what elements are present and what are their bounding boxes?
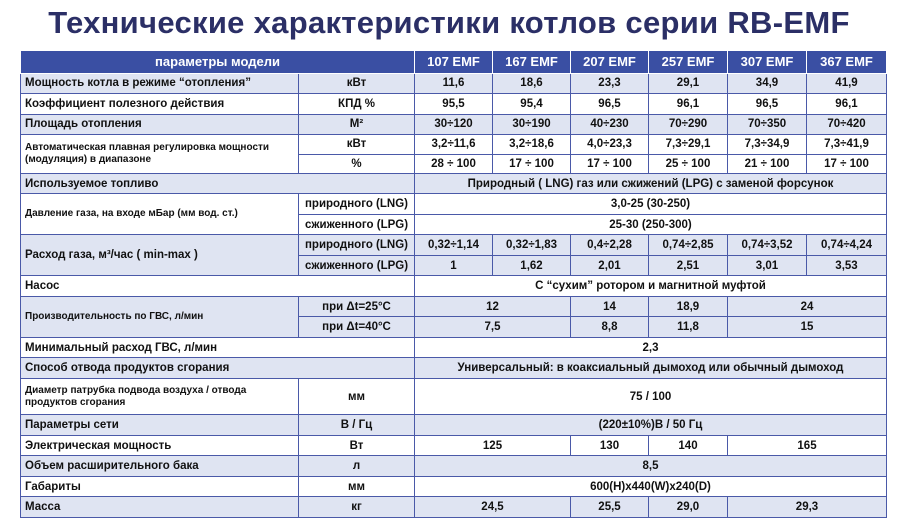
header-param: параметры модели [21, 51, 415, 74]
cell-value: 29,3 [728, 497, 887, 518]
cell-value: 3,2÷11,6 [415, 135, 493, 154]
row-label: Способ отвода продуктов сгорания [21, 358, 415, 378]
cell-value: 18,6 [493, 73, 571, 93]
row-subunit: сжиженного (LPG) [299, 255, 415, 275]
row-unit: % [299, 154, 415, 173]
cell-value: 130 [571, 435, 649, 455]
cell-value: 7,5 [415, 317, 571, 337]
cell-value: 0,4÷2,28 [571, 235, 649, 255]
row-label: Коэффициент полезного действия [21, 94, 299, 114]
header-model: 207 EMF [571, 51, 649, 74]
row-label: Электрическая мощность [21, 435, 299, 455]
row-unit: мм [299, 476, 415, 496]
table-row [21, 173, 887, 193]
row-unit: КПД % [299, 94, 415, 114]
spec-table [20, 50, 887, 518]
cell-value: 1 [415, 255, 493, 275]
table-row [21, 358, 887, 378]
cell-value: 25 ÷ 100 [649, 154, 728, 173]
table-row [21, 337, 887, 357]
header-model: 107 EMF [415, 51, 493, 74]
cell-value: 11,8 [649, 317, 728, 337]
cell-value: 17 ÷ 100 [493, 154, 571, 173]
cell-value: 95,4 [493, 94, 571, 114]
table-row [21, 94, 887, 114]
cell-value: 8,8 [571, 317, 649, 337]
cell-value: 96,5 [571, 94, 649, 114]
cell-value: 96,5 [728, 94, 807, 114]
row-label: Минимальный расход ГВС, л/мин [21, 337, 415, 357]
cell-value: 7,3÷34,9 [728, 135, 807, 154]
cell-value: 600(Н)х440(W)х240(D) [415, 476, 887, 496]
cell-value: 75 / 100 [415, 378, 887, 415]
cell-value: Природный ( LNG) газ или сжижений (LPG) с заменой форсунок [415, 173, 887, 193]
row-label: Расход газа, м³/час ( min-max ) [21, 235, 299, 276]
header-model: 307 EMF [728, 51, 807, 74]
row-subunit: природного (LNG) [299, 194, 415, 214]
cell-value: 41,9 [807, 73, 887, 93]
cell-value: 0,32÷1,83 [493, 235, 571, 255]
row-label: Мощность котла в режиме “отопления” [21, 73, 299, 93]
cell-value: 24 [728, 296, 887, 316]
cell-value: С “сухим” ротором и магнитной муфтой [415, 276, 887, 296]
row-label: Автоматическая плавная регулировка мощности (модуляция) в диапазоне [21, 135, 299, 174]
cell-value: 70÷290 [649, 114, 728, 134]
row-label: Объем расширительного бака [21, 456, 299, 476]
cell-value: 3,01 [728, 255, 807, 275]
cell-value: 0,74÷2,85 [649, 235, 728, 255]
cell-value: 14 [571, 296, 649, 316]
cell-value: 95,5 [415, 94, 493, 114]
cell-value: 125 [415, 435, 571, 455]
table-row [21, 235, 887, 255]
header-model: 167 EMF [493, 51, 571, 74]
cell-value: 23,3 [571, 73, 649, 93]
cell-value: 165 [728, 435, 887, 455]
row-unit: кВт [299, 73, 415, 93]
cell-value: 29,0 [649, 497, 728, 518]
cell-value: (220±10%)В / 50 Гц [415, 415, 887, 435]
header-model: 367 EMF [807, 51, 887, 74]
row-subunit: природного (LNG) [299, 235, 415, 255]
cell-value: 3,53 [807, 255, 887, 275]
table-row [21, 73, 887, 93]
table-row [21, 456, 887, 476]
table-row [21, 476, 887, 496]
table-row [21, 497, 887, 518]
table-header-row [21, 51, 887, 74]
cell-value: 25-30 (250-300) [415, 214, 887, 234]
cell-value: 12 [415, 296, 571, 316]
row-label: Производительность по ГВС, л/мин [21, 296, 299, 337]
header-model: 257 EMF [649, 51, 728, 74]
cell-value: 25,5 [571, 497, 649, 518]
row-label: Масса [21, 497, 299, 518]
table-row [21, 194, 887, 214]
row-label: Площадь отопления [21, 114, 299, 134]
cell-value: 28 ÷ 100 [415, 154, 493, 173]
cell-value: 7,3÷29,1 [649, 135, 728, 154]
cell-value: 17 ÷ 100 [571, 154, 649, 173]
cell-value: 1,62 [493, 255, 571, 275]
table-row [21, 378, 887, 415]
cell-value: 0,74÷4,24 [807, 235, 887, 255]
row-label: Давление газа, на входе мБар (мм вод. ст.) [21, 194, 299, 235]
cell-value: 17 ÷ 100 [807, 154, 887, 173]
row-label: Диаметр патрубка подвода воздуха / отвода продуктов сгорания [21, 378, 299, 415]
row-label: Насос [21, 276, 415, 296]
cell-value: 2,3 [415, 337, 887, 357]
table-row [21, 135, 887, 154]
row-unit: кг [299, 497, 415, 518]
cell-value: 18,9 [649, 296, 728, 316]
cell-value: 140 [649, 435, 728, 455]
cell-value: 8,5 [415, 456, 887, 476]
cell-value: 21 ÷ 100 [728, 154, 807, 173]
cell-value: 0,32÷1,14 [415, 235, 493, 255]
cell-value: 30÷120 [415, 114, 493, 134]
cell-value: 2,51 [649, 255, 728, 275]
row-unit: кВт [299, 135, 415, 154]
cell-value: 70÷350 [728, 114, 807, 134]
row-subunit: сжиженного (LPG) [299, 214, 415, 234]
row-label: Параметры сети [21, 415, 299, 435]
cell-value: 3,0-25 (30-250) [415, 194, 887, 214]
table-row [21, 114, 887, 134]
table-row [21, 296, 887, 316]
row-subunit: при Δt=25°C [299, 296, 415, 316]
cell-value: 40÷230 [571, 114, 649, 134]
cell-value: 2,01 [571, 255, 649, 275]
cell-value: 0,74÷3,52 [728, 235, 807, 255]
table-row [21, 415, 887, 435]
cell-value: 4,0÷23,3 [571, 135, 649, 154]
row-unit: М² [299, 114, 415, 134]
page-title: Технические характеристики котлов серии RB-EMF [48, 5, 850, 40]
row-unit: л [299, 456, 415, 476]
cell-value: 96,1 [807, 94, 887, 114]
cell-value: Универсальный: в коаксиальный дымоход или обычный дымоход [415, 358, 887, 378]
table-row [21, 435, 887, 455]
cell-value: 29,1 [649, 73, 728, 93]
cell-value: 15 [728, 317, 887, 337]
cell-value: 70÷420 [807, 114, 887, 134]
cell-value: 34,9 [728, 73, 807, 93]
row-unit: В / Гц [299, 415, 415, 435]
row-unit: мм [299, 378, 415, 415]
row-unit: Вт [299, 435, 415, 455]
cell-value: 96,1 [649, 94, 728, 114]
cell-value: 7,3÷41,9 [807, 135, 887, 154]
cell-value: 3,2÷18,6 [493, 135, 571, 154]
row-label: Габариты [21, 476, 299, 496]
cell-value: 11,6 [415, 73, 493, 93]
row-label: Используемое топливо [21, 173, 415, 193]
row-subunit: при Δt=40°C [299, 317, 415, 337]
table-row [21, 276, 887, 296]
cell-value: 24,5 [415, 497, 571, 518]
cell-value: 30÷190 [493, 114, 571, 134]
